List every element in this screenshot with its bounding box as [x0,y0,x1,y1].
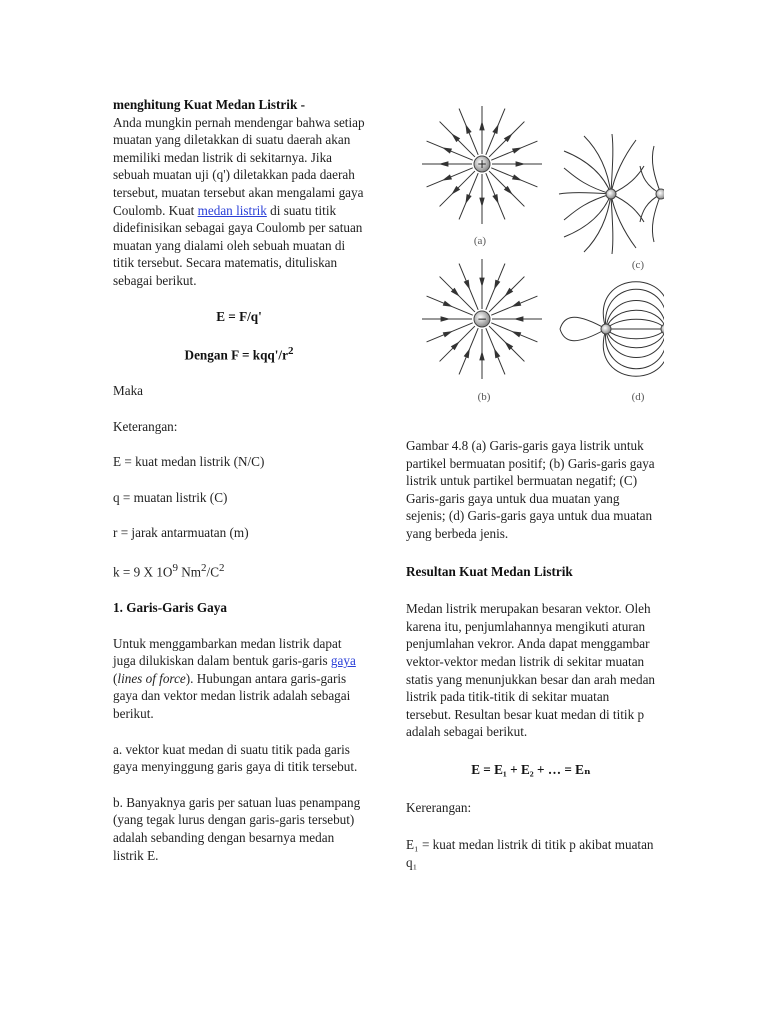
garis-paragraph: Untuk menggambarkan medan listrik dapat juga dilukiskan dalam bentuk garis-garis gaya (lines of force). Hubungan antara garis-garis gaya dan vektor medan listrik adalah sebagai berikut. [113,635,356,722]
section-resultan-text: Resultan Kuat Medan Listrik [406,563,573,579]
garis-text-1: Untuk menggambarkan medan listrik dapat juga dilukiskan dalam bentuk garis-garis [113,635,342,669]
charge-d-1 [601,324,611,334]
field-arrow [480,278,484,285]
field-arrow [480,353,484,360]
lines-of-force: lines of force [117,670,186,686]
field-arrow [495,280,500,288]
field-arrow [495,350,500,358]
negative-charge-sign: − [476,312,488,326]
def-e1: E₁ = kuat medan listrik di titik p akibat muatan q₁ [406,837,654,870]
field-arrow [466,126,471,134]
field-lines-figure [414,106,664,406]
left-column [113,96,365,864]
medan-listrik-link[interactable]: medan listrik [197,202,267,218]
def-k-exp-3: 2 [219,562,225,575]
intro-paragraph [113,96,365,290]
field-arrow [516,317,523,321]
label-b: (b) [477,391,491,403]
right-column [406,437,656,871]
heading-kuat-medan: menghitung Kuat Medan Listrik - [113,97,305,112]
formula-f-exponent: 2 [287,345,294,358]
def-k-exp-2: 2 [201,562,207,575]
field-arrow [444,148,452,153]
formula-f-text: Dengan F = kqq'/r [184,347,288,363]
field-arrow [513,148,521,153]
panel-d-field [560,282,664,377]
def-e: E = kuat medan listrik (N/C) [113,454,265,470]
def-k [113,560,365,581]
field-arrow [464,280,469,288]
maka-text: Maka [113,383,144,399]
field-arrow [480,123,484,130]
def-k-text: k = 9 X 1O [113,564,173,580]
section-garis-gaya-text: 1. Garis-Garis Gaya [113,600,227,616]
keterangan-label: Keterangan: [113,418,178,434]
charge-c-2 [656,189,664,199]
charge-c-1 [606,189,616,199]
intro-text-2: di suatu titik didefinisikan sebagai gaya Coulomb per satuan muatan yang dialami oleh sebuah muatan di titik tersebut. Secara matematis, dituliskan sebagai berikut. [113,202,363,288]
field-arrow [441,162,448,166]
field-arrow [513,301,521,306]
resultan-formula: E = E₁ + E₂ + … = Eₙ [471,761,591,777]
garis-text-2: Hubungan antara garis-garis gaya dan vektor medan listrik adalah sebagai berikut. [113,670,351,722]
field-arrow [466,195,471,203]
field-arrow [513,175,521,180]
def-k-exp-1: 9 [172,562,178,575]
field-arrow [443,332,451,337]
section-garis-gaya-title [113,599,365,617]
kererangan-label: Kererangan: [406,799,472,815]
field-arrow [513,332,521,337]
def-k-unit: Nm [177,564,202,580]
def-k-unit-2: /C [206,564,220,580]
section-resultan-title [406,563,656,581]
figure-caption: Gambar 4.8 (a) Garis-garis gaya listrik untuk partikel bermuatan positif; (b) Garis-garis gaya listrik untuk partikel bermuatan negatif; (C) Garis-garis gaya untuk dua muatan yang sejenis; (d) Garis-garis gaya untuk dua muatan yang berbeda jenis. [406,438,655,541]
def-q: q = muatan listrik (C) [113,489,228,505]
positive-charge-sign: + [476,157,488,171]
label-d: (d) [631,391,645,403]
field-arrow [444,175,452,180]
field-arrow [480,198,484,205]
label-c: (c) [631,259,645,271]
field-arrow [441,317,448,321]
point-b: b. Banyaknya garis per satuan luas penampang (yang tegak lurus dengan garis-garis tersebut) adalah sebanding dengan besarnya medan listrik E. [113,794,361,863]
gaya-link[interactable]: gaya [330,653,356,669]
formula-f-coulomb [113,343,365,364]
field-arrow [493,195,498,203]
def-r: r = jarak antarmuatan (m) [113,525,249,541]
field-arrow [443,301,451,306]
formula-e-fq: E = F/q' [216,308,262,324]
field-arrow [516,162,523,166]
point-a: a. vektor kuat medan di suatu titik pada garis gaya menyinggung garis gaya di titik tersebut. [113,741,358,775]
field-arrow [464,350,469,358]
intro-text-1: Anda mungkin pernah mendengar bahwa setiap muatan yang diletakkan di suatu daerah akan memiliki medan listrik di sekitarnya. Jika sebuah muatan uji (q') diletakkan pada daerah tersebut, muatan tersebut akan mengalami gaya Coulomb. Kuat [113,114,365,218]
resultan-paragraph: Medan listrik merupakan besaran vektor. Oleh karena itu, penjumlahannya mengikuti aturan penjumlahan vekror. Anda dapat menggambar vektor-vektor medan listrik di sekitar muatan statis yang menunjukkan besar dan arah medan listrik pada titik-titik di sekitar muatan tersebut. Resultan besar kuat medan di titik p adalah sebagai berikut. [406,601,656,740]
label-a: (a) [473,235,487,247]
field-arrow [493,126,498,134]
field-lines-svg [414,106,664,406]
